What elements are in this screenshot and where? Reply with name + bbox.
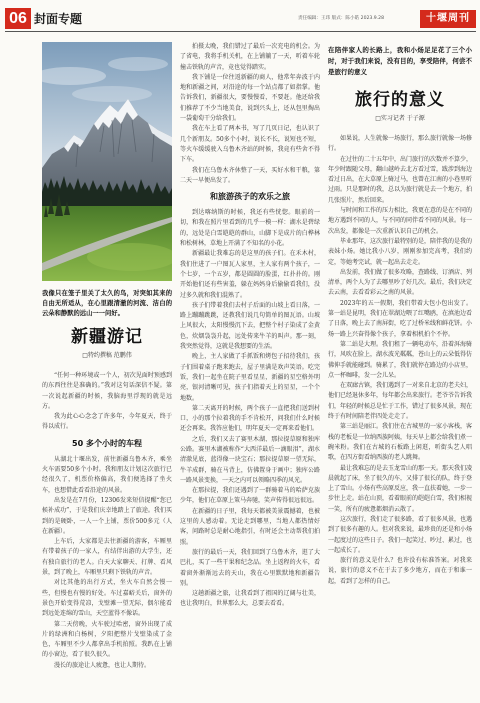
- body-paragraph: 漫长的旅途让人疲惫，也让人期待。: [54, 661, 151, 669]
- body-paragraph: 新疆最让我难忘的是这里的孩子们。在禾木村，我们住进了一户图瓦人家里，主人家有两个孩子，一个七岁，一个五岁，都是圆圆的脸蛋，红扑扑的。刚开始他们还有些害羞，躲在妈妈身后偷偷看我们，没过多久就和我们混熟了。: [180, 250, 320, 299]
- cloud: [108, 57, 168, 71]
- body-paragraph: 晚上，主人家做了手抓饭和烤包子招待我们，孩子们围着桌子跑来跑去，屋子里满是欢声笑语。吃完饭，我们一起坐在院子里看星星，新疆的星空格外明亮，银河清晰可见，孩子们指着天上的星星，一个个地数。: [180, 353, 320, 402]
- article-title: 旅行的意义: [355, 90, 445, 110]
- page-number: 06: [5, 8, 31, 29]
- body-paragraph: 在过往的二十五年中，出门旅行的次数并不算少，年少时跟随父母，翻山越岭去北方看过雪，跋涉到海边看过日出，在大草原上骑过马，也曾在江南的小巷里听过雨。只是那时的我，总以为旅行就是去一个地方，拍几张照片，然后回来。: [328, 155, 472, 204]
- body-paragraph: 毕业那年，这次旅行最特别的是，陪伴我的是我的表妹小炀。她比我小八岁，刚刚参加完高考，我们约定，等她考完试，就一起出去走走。: [328, 237, 472, 266]
- body-paragraph: 在双廊古镇，我们遇到了一对来自北京的老夫妇，他们已经退休多年，每年都会出来旅行。老爷爷告诉我们，年轻的时候总是忙于工作，错过了很多风景，现在终于有时间陪老伴四处走走了。: [328, 382, 472, 421]
- body-paragraph: “任何一种环境或一个人，初次见面时预感到的东西往往是准确的。”我对这句话深信不疑。第一次说起新疆的时候，我脑海里浮现的就是远方。: [42, 372, 172, 410]
- body-paragraph: 我下铺是一位往返新疆的商人，他常年奔波于内地和新疆之间，对沿途的每一个站点都了如指掌。他告诉我们，新疆很大，要慢慢看，不要赶。他还给我们推荐了不少当地美食，说到兴头上，还从包里掏出一袋葡萄干分给我们。: [180, 73, 320, 123]
- body-paragraph: 最让我难忘的是去玉龙雪山的那一天。那天我们凌晨就起了床，坐了很久的车，又排了很长的队，终于登上了雪山。小炀有些高原反应，我一直扶着她，一步一步往上走。站在山顶，看着眼前的皑皑白雪，我们相视一笑，所有的疲惫都烟消云散了。: [328, 464, 472, 513]
- body-paragraph: 第二天傍晚，火车驶过哈密，窗外出现了成片的绿洲和白杨树，夕阳把整片戈壁染成了金色，车厢里不少人都拿出手机拍照。我趴在上铺的小窗边，看了很久很久。: [42, 620, 172, 659]
- body-paragraph: 我在车上看了两本书，写了几页日记，也认识了几个新朋友。50多个小时，说长不长，说短也不短，等火车缓缓驶入乌鲁木齐站的时候，我竟有些舍不得下车。: [180, 125, 320, 164]
- body-paragraph: 2023年的五一假期，我们带着大包小包出发了。第一站是昆明，我们在翠湖边喂了红嘴鸥，在滇池边看了日落，晚上去了南屏街，吃了过桥米线和鲜花饼。小炀一路上兴奋得像个孩子，拿着相机拍个不停。: [328, 299, 472, 338]
- body-paragraph: 与时间和工作的压力相比，我更在意的是在不同的地方遇到不同的人，与不同的同伴看不同的风景。每一次出发，都像是一次重新认识自己的机会。: [328, 207, 472, 235]
- article-xinjiang: [42, 42, 172, 698]
- section-title: 封面专题: [34, 12, 83, 26]
- photo-caption: 我像只在笼子里关了太久的鸟，对突如其来的自由无所适从，在心里跟清澈的河流、洁白的云朵和静默的远山一一问好。: [42, 290, 172, 317]
- body-paragraph: 到达喀纳斯的时候，我还有些恍惚。眼前的一切，和我在照片里看到的几乎一模一样：湖水是碧绿的，远处是白雪皑皑的群山，山脚下是成片的白桦林和松树林，草地上开满了不知名的小花。: [180, 209, 320, 248]
- body-paragraph: 如果说，人生就像一场旅行，那么旅行就像一场修行。: [328, 135, 472, 153]
- body-paragraph: 第三站是丽江。我们住在古城里的一家小客栈，客栈的老板是一位纳西族阿姨，每天早上都会给我们煮一碗米粉。我们在古城的石板路上闲逛，听街头艺人唱歌，在四方街看纳西族的老人跳舞。: [328, 423, 472, 462]
- body-paragraph: 出发是在7月份，12306发来短信提醒“您已候补成功”，于是我们庆幸地踏上了旅途。我们买到的是硬卧，一人一个上铺，票价500多元（人在新疆）。: [42, 496, 172, 535]
- body-paragraph: 在那拉提，我们还遇到了一群骑着马的哈萨克族少年，他们在草原上策马奔驰，笑声传得很远很远。: [180, 487, 320, 505]
- body-paragraph: 第二站是大理。我们租了一辆电动车，沿着洱海骑行，风吹在脸上，湖水波光粼粼，苍山上的云朵低得仿佛伸手就能碰到。骑累了，我们就停在路边的小店里，点一杯咖啡，发一会儿呆。: [328, 340, 472, 379]
- article-xinjiang-continued: [180, 42, 320, 698]
- body-paragraph: 旅行的最后一天，我们回到了乌鲁木齐，逛了大巴扎，买了一些干果和纪念品。坐上返程的火车，看着窗外渐渐远去的天山，我在心里默默地和新疆告别。: [180, 548, 320, 587]
- photo-xinjiang-landscape: [42, 42, 172, 281]
- body-paragraph: 这次旅行，我们走了很多路，看了很多风景，也遇到了很多有趣的人。但对我来说，最珍贵的还是和小炀一起度过的这些日子。我们一起笑过、吵过、累过，也一起成长了。: [328, 515, 472, 554]
- article-body: [328, 134, 472, 587]
- body-paragraph: 之后，我们又去了赛里木湖、那拉提草原和独库公路。赛里木湖被称作“大西洋最后一滴眼泪”，湖水清澈见底，蓝得像一块宝石；那拉提草原一望无际，牛羊成群，骑在马背上，仿佛置身于画中；独库公路一路风景变换，一天之内可以领略四季的风光。: [180, 435, 320, 484]
- body-paragraph: 从湖北十堰出发，前往新疆乌鲁木齐，乘坐火车需要50多个小时。我和朋友计划这次旅行已经很久了，机票价格偏高，我们便选择了坐火车，也想借此看看沿途的风景。: [42, 455, 172, 494]
- article-intro: [42, 371, 172, 433]
- article-subheading: 50 多个小时的车程: [72, 438, 142, 448]
- body-paragraph: 在新疆的日子里，我每天都被美景震撼着，也被这里的人感动着。无论走到哪里，当地人都热情好客，问路时总是耐心地指引，有时还会主动帮我们拍照。: [180, 507, 320, 546]
- editor-credits: 责任编辑：王玮 版式：陈小皓 2023.9.28: [298, 16, 385, 21]
- article-body: [180, 208, 320, 610]
- body-paragraph: 对比其他的出行方式，坐火车自然会慢一些，但慢也有慢的好处。车过嘉峪关后，窗外的景色开始变得荒凉，戈壁滩一望无际，偶尔能看到远处连绵的雪山，天空蓝得不像话。: [42, 579, 172, 618]
- article-body: [42, 455, 172, 671]
- article-title: 新疆游记: [71, 327, 143, 347]
- body-paragraph: 我们在乌鲁木齐休整了一天，买好水和干粮，第二天一早便出发了。: [180, 166, 320, 184]
- article-lead: 在陪伴家人的长路上，我和小炀足足花了三个小时，对于我们来说，没有目的，享受陪伴，何尝不是旅行的意义: [328, 46, 472, 76]
- body-paragraph: 孩子们带着我们去村子后面的山坡上看日落，一路上蹦蹦跳跳，还教我们说几句简单的图瓦语。山坡上风很大，太阳慢慢沉下去，把整个村子染成了金黄色，炊烟袅袅升起，远处传来牛羊的叫声。那一刻，我突然觉得，这就是我想要的生活。: [180, 301, 320, 351]
- body-paragraph: 旅行的意义是什么？也许没有标准答案。对我来说，旅行的意义不在于去了多少地方，而在于和谁一起，看到了怎样的自己。: [328, 557, 472, 585]
- body-paragraph: 我为此心心念念了许多年，今年夏天，终于得以成行。: [42, 413, 172, 431]
- article-byline: □特约撰稿 范鹏伟: [82, 352, 132, 359]
- body-paragraph: 拍摄太晚，我们错过了最后一次充电的机会。为了省电，我将手机关机，在上铺躺了一天，听着车轮撞击铁轨的声音，竟也觉得踏实。: [180, 43, 320, 71]
- body-paragraph: 出发前，我们做了很多攻略，查路线、订酒店、列清单，两个人为了去哪里吵了好几次。最后，我们决定去云南，去看看彩云之南的风景。: [328, 268, 472, 297]
- article-byline: □实习记者 于子源: [375, 115, 425, 122]
- body-paragraph: 这趟新疆之旅，让我看到了祖国的辽阔与壮美，也让我明白，世界那么大，总要去看看。: [180, 590, 320, 608]
- article-subheading: 和旅游孩子的欢乐之旅: [210, 192, 290, 202]
- landscape-illustration: [42, 42, 172, 281]
- header-rule: [5, 31, 476, 32]
- article-travel-meaning: [328, 42, 472, 698]
- body-paragraph: 第二天离开的时候，两个孩子一直把我们送到村口，小的那个拉着我的手不肯松开，问我们什么时候还会再来。我答应他们，明年夏天一定再来看他们。: [180, 404, 320, 433]
- article-body: [180, 42, 320, 186]
- paper-name-badge: 十堰周刊: [420, 10, 476, 28]
- body-paragraph: 上车后，大家都是去往新疆的游客，车厢里有带着孩子的一家人，有结伴出游的大学生，还有独自旅行的老人。白天大家聊天、打牌、看风景，到了晚上，车厢里只剩下铁轨的声音。: [42, 538, 172, 577]
- cloud: [72, 86, 152, 102]
